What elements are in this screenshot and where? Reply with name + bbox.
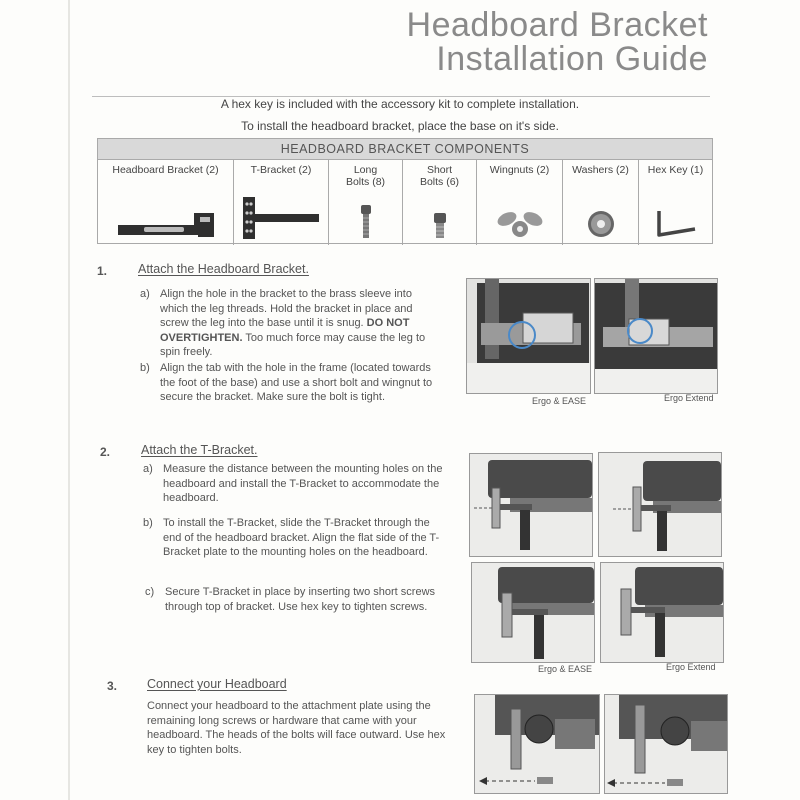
step-3-text: Connect your headboard to the attachment plate using the remaining long screws or hardware that came with your headboard. The heads of the bolts will face outward. Use hex key to tighten bolts. [147,700,446,756]
component-wingnuts [477,160,563,245]
component-headboard-bracket [98,160,234,245]
step-1-heading: Attach the Headboard Bracket. [138,262,309,276]
step-3-heading: Connect your Headboard [147,677,287,691]
step-2b-text: To install the T-Bracket, slide the T-Bracket through the end of the headboard bracket. Align the flat side of the T-Bracket plate to the mounting holes on the headboard. [163,517,440,558]
component-label: T-Bracket (2) [250,164,312,176]
step-2-caption-1: Ergo & EASE [538,664,593,674]
component-hex-key [639,160,712,245]
step-1a [140,287,440,360]
step-1b [140,361,440,405]
component-washers [563,160,639,245]
step-2-number: 2. [100,445,111,459]
component-label-2: Bolts (8) [345,176,386,188]
step-2-photo-ergo-ease-top [469,453,593,557]
step-2c-text: Secure T-Bracket in place by inserting two short screws through top of bracket. Use hex key to tighten screws. [165,586,436,613]
step-1a-warning: DO NOT OVERTIGHTEN. [160,317,410,344]
page-title-line1: Headboard Bracket [406,6,708,44]
step-2b [143,516,443,560]
component-label-1: Long [353,164,378,176]
component-long-bolts [329,160,403,245]
components-table [97,138,713,244]
component-short-bolts [403,160,477,245]
component-label: Washers (2) [572,164,629,176]
intro-line2: To install the headboard bracket, place the base on it's side. [241,119,559,133]
step-1a-text-b: Too much force may cause the leg to spin freely. [160,331,426,358]
component-t-bracket [234,160,329,245]
step-letter: a) [143,463,153,475]
step-1b-text: Align the tab with the hole in the frame (located towards the foot of the base) and use a short bolt and wingnut to secure the bracket. Make sure the bolt is tight. [160,362,433,403]
component-label-1: Short [426,164,453,176]
step-2a-text: Measure the distance between the mounting holes on the headboard and install the T-Bracket to accommodate the headboard. [163,463,443,504]
step-1-caption-2: Ergo Extend [664,393,714,403]
step-letter: b) [140,362,150,374]
hex-key-icon [639,207,712,241]
component-label: Hex Key (1) [647,164,704,176]
step-letter: c) [145,586,155,598]
step-letter: b) [143,517,153,529]
step-3-number: 3. [107,679,118,693]
step-2-photo-ergo-extend-top [598,452,722,557]
step-3-photo-left [474,694,600,794]
component-label-2: Bolts (6) [419,176,460,188]
long-bolt-icon [329,203,402,241]
intro-line1: A hex key is included with the accessory kit to complete installation. [220,97,580,111]
component-label: Headboard Bracket (2) [112,164,219,176]
step-letter: a) [140,288,150,300]
step-1a-text-a: Align the hole in the bracket to the brass sleeve into which the leg threads. Hold the bracket in place and screw the leg into the base until it is snug. [160,288,413,329]
step-2c [145,585,445,614]
washer-icon [563,207,638,241]
scan-edge [68,0,70,800]
step-2-caption-2: Ergo Extend [666,662,716,672]
page-title-line2: Installation Guide [436,40,708,78]
short-bolt-icon [403,211,476,241]
step-1-photo-ergo-extend [594,278,718,394]
step-2-heading: Attach the T-Bracket. [141,443,258,457]
step-1-number: 1. [97,264,108,278]
component-label: Wingnuts (2) [489,164,550,176]
t-bracket-icon [234,195,328,241]
headboard-bracket-icon [98,205,233,241]
step-2-photo-ergo-ease-bottom [471,562,595,663]
wingnut-icon [477,207,562,241]
step-1-caption-1: Ergo & EASE [532,396,587,406]
step-2a [143,462,443,506]
step-3-photo-right [604,694,728,794]
step-1-photo-ergo-ease [466,278,591,394]
step-1a-text [160,287,440,360]
step-2-photo-ergo-extend-bottom [600,562,724,663]
components-header: HEADBOARD BRACKET COMPONENTS [98,139,712,160]
